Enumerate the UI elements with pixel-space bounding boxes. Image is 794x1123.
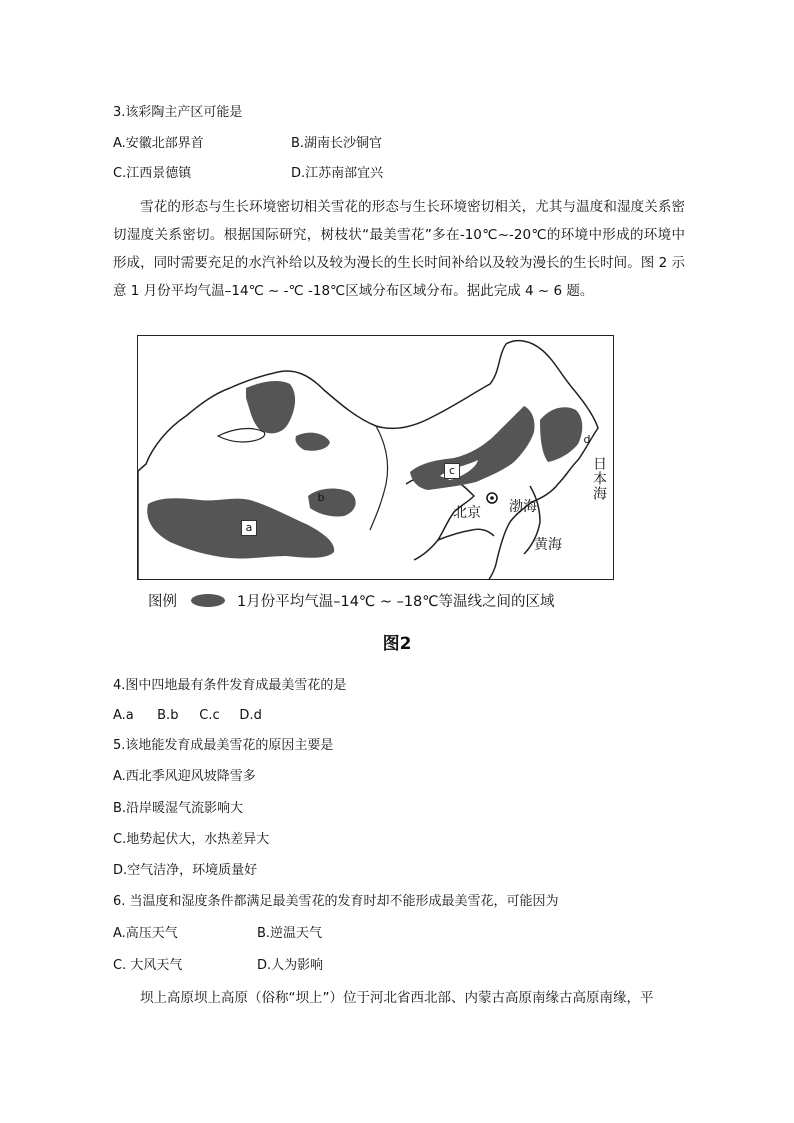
label-beijing: 北京 — [453, 505, 481, 521]
legend-prefix: 图例 — [148, 594, 177, 610]
snowflake-passage — [113, 193, 685, 305]
q4-option-d: D.d — [239, 708, 262, 723]
region-d — [540, 407, 582, 462]
q6-question: 6. 当温度和湿度条件都满足最美雪花的发育时却不能形成最美雪花，可能因为 — [113, 894, 559, 909]
q6-option-d: D.人为影响 — [257, 958, 324, 973]
snowflake-passage-text: 雪花的形态与生长环境密切相关雪花的形态与生长环境密切相关，尤其与温度和湿度关系密切湿度关系密切。根据国际研究，树枝状“最美雪花”多在-10℃~-20℃的环境中形成的环境中形成，同时需要充足的水汽补给以及较为漫长的生长时间补给以及较为漫长的生长时间。图 2 示意 1 月份平均气温–14℃ ~ -℃ -18℃区域分布区域分布。据此完成 4 ~ 6 题。 — [113, 199, 685, 299]
q3-option-c: C.江西景德镇 — [113, 166, 192, 181]
q5-question: 5.该地能发育成最美雪花的原因主要是 — [113, 738, 334, 753]
q5-option-d: D.空气洁净，环境质量好 — [113, 863, 258, 878]
q6-option-b: B.逆温天气 — [257, 926, 323, 941]
plateau-boundary — [370, 426, 388, 530]
region-north-strip — [218, 429, 265, 442]
q5-option-a: A.西北季风迎风坡降雪多 — [113, 769, 256, 784]
q3-option-d: D.江苏南部宜兴 — [291, 166, 384, 181]
q3-question: 3.该彩陶主产区可能是 — [113, 105, 243, 120]
region-northwest — [246, 381, 295, 433]
q4-option-b: B.b — [157, 708, 179, 723]
figure-title: 图2 — [382, 634, 412, 654]
beijing-marker-dot — [490, 496, 494, 500]
label-b: b — [317, 491, 325, 504]
legend-swatch-icon — [191, 594, 225, 607]
label-huanghai: 黄海 — [534, 537, 562, 553]
label-d: d — [583, 433, 591, 446]
q5-option-c: C.地势起伏大，水热差异大 — [113, 832, 270, 847]
q4-option-c: C.c — [199, 708, 220, 723]
region-mongolia-blob — [295, 433, 330, 451]
label-a: a — [241, 520, 257, 536]
q6-option-c: C. 大风天气 — [113, 958, 183, 973]
bashang-passage — [113, 984, 685, 1012]
q4-question: 4.图中四地最有条件发育成最美雪花的是 — [113, 678, 347, 693]
q4-options — [113, 706, 262, 726]
temperature-map — [137, 335, 614, 580]
coastline-shandong — [438, 529, 494, 540]
legend-text: 1月份平均气温–14℃ ~ –18℃等温线之间的区域 — [237, 594, 555, 610]
label-bohai: 渤海 — [509, 499, 537, 515]
q4-option-a: A.a — [113, 708, 134, 723]
map-legend — [148, 590, 555, 611]
q3-option-a: A.安徽北部界首 — [113, 136, 204, 151]
label-c: c — [444, 463, 460, 479]
q5-option-b: B.沿岸暖湿气流影响大 — [113, 801, 244, 816]
bashang-passage-text: 坝上高原坝上高原（俗称“坝上”）位于河北省西北部、内蒙古高原南缘古高原南缘，平 — [140, 990, 654, 1006]
q6-option-a: A.高压天气 — [113, 926, 178, 941]
label-japan-sea: 日本海 — [591, 456, 607, 501]
q3-option-b: B.湖南长沙铜官 — [291, 136, 383, 151]
